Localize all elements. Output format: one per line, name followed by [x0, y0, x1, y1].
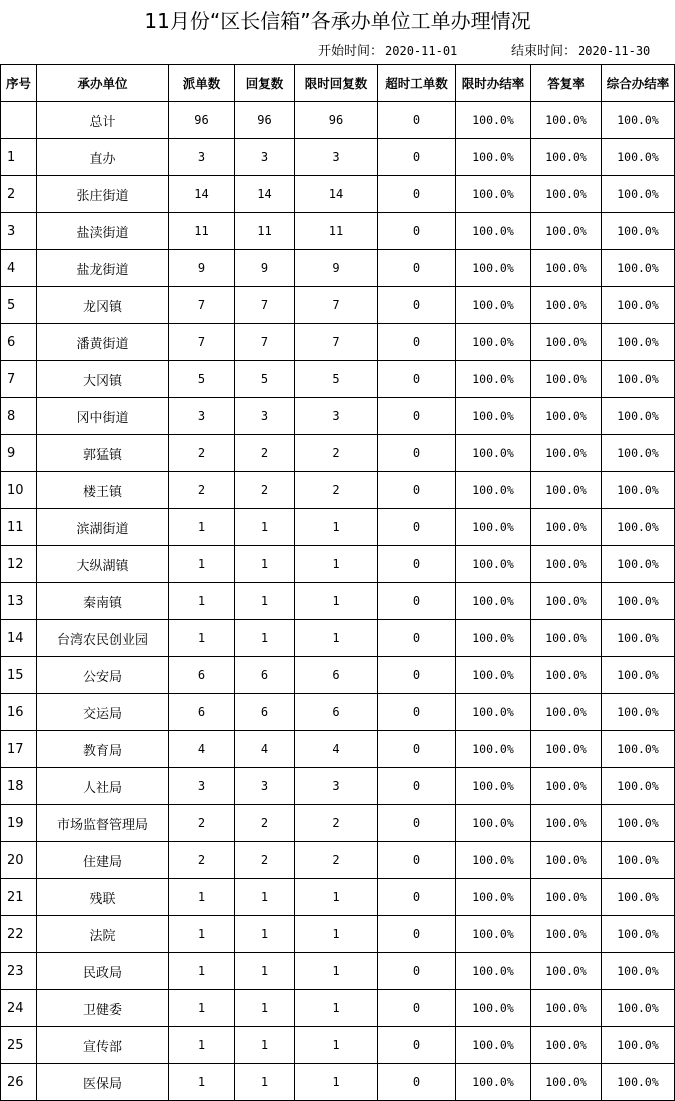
timely-reply-count-cell: 1 — [295, 583, 378, 620]
dispatched-count-cell: 9 — [169, 250, 235, 287]
timely-completion-rate-cell: 100.0% — [456, 916, 531, 953]
reply-count-cell: 11 — [235, 213, 295, 250]
reply-count-cell: 9 — [235, 250, 295, 287]
reply-rate-cell: 100.0% — [531, 213, 602, 250]
reply-rate-cell: 100.0% — [531, 509, 602, 546]
overall-completion-rate-cell: 100.0% — [602, 139, 675, 176]
timely-reply-count-cell: 96 — [295, 102, 378, 139]
header-cell: 答复率 — [531, 65, 602, 102]
timely-completion-rate-cell: 100.0% — [456, 213, 531, 250]
overdue-count-cell: 0 — [378, 324, 456, 361]
row-index-cell: 20 — [1, 842, 37, 879]
table-row — [1, 583, 675, 620]
timely-completion-rate-cell: 100.0% — [456, 620, 531, 657]
overall-completion-rate-cell: 100.0% — [602, 805, 675, 842]
overdue-count-cell: 0 — [378, 990, 456, 1027]
row-index-cell: 16 — [1, 694, 37, 731]
reply-rate-cell: 100.0% — [531, 953, 602, 990]
overall-completion-rate-cell: 100.0% — [602, 990, 675, 1027]
reply-rate-cell: 100.0% — [531, 990, 602, 1027]
timely-completion-rate-cell: 100.0% — [456, 139, 531, 176]
table-row — [1, 139, 675, 176]
timely-reply-count-cell: 6 — [295, 657, 378, 694]
overdue-count-cell: 0 — [378, 398, 456, 435]
page-title: 11月份“区长信箱”各承办单位工单办理情况 — [144, 9, 531, 33]
timely-completion-rate-cell: 100.0% — [456, 805, 531, 842]
reply-rate-cell: 100.0% — [531, 620, 602, 657]
overdue-count-cell: 0 — [378, 916, 456, 953]
unit-name-cell: 医保局 — [37, 1064, 169, 1101]
overdue-count-cell: 0 — [378, 176, 456, 213]
table-row — [1, 472, 675, 509]
dispatched-count-cell: 7 — [169, 287, 235, 324]
timely-completion-rate-cell: 100.0% — [456, 768, 531, 805]
dispatched-count-cell: 1 — [169, 953, 235, 990]
timely-completion-rate-cell: 100.0% — [456, 102, 531, 139]
overdue-count-cell: 0 — [378, 546, 456, 583]
timely-reply-count-cell: 1 — [295, 953, 378, 990]
row-index-cell: 5 — [1, 287, 37, 324]
overall-completion-rate-cell: 100.0% — [602, 842, 675, 879]
timely-reply-count-cell: 2 — [295, 842, 378, 879]
table-row — [1, 324, 675, 361]
report-table — [0, 64, 675, 1101]
row-index-cell: 7 — [1, 361, 37, 398]
row-index-cell: 11 — [1, 509, 37, 546]
row-index-cell — [1, 102, 37, 139]
header-cell: 派单数 — [169, 65, 235, 102]
table-row — [1, 694, 675, 731]
overall-completion-rate-cell: 100.0% — [602, 583, 675, 620]
timely-reply-count-cell: 3 — [295, 398, 378, 435]
overdue-count-cell: 0 — [378, 213, 456, 250]
dispatched-count-cell: 1 — [169, 1027, 235, 1064]
reply-count-cell: 2 — [235, 842, 295, 879]
dispatched-count-cell: 11 — [169, 213, 235, 250]
timely-completion-rate-cell: 100.0% — [456, 657, 531, 694]
overdue-count-cell: 0 — [378, 805, 456, 842]
table-row — [1, 361, 675, 398]
reply-count-cell: 5 — [235, 361, 295, 398]
row-index-cell: 17 — [1, 731, 37, 768]
reply-rate-cell: 100.0% — [531, 287, 602, 324]
reply-rate-cell: 100.0% — [531, 657, 602, 694]
table-row — [1, 176, 675, 213]
timely-reply-count-cell: 5 — [295, 361, 378, 398]
reply-rate-cell: 100.0% — [531, 102, 602, 139]
timely-completion-rate-cell: 100.0% — [456, 176, 531, 213]
reply-rate-cell: 100.0% — [531, 768, 602, 805]
unit-name-cell: 龙冈镇 — [37, 287, 169, 324]
overdue-count-cell: 0 — [378, 287, 456, 324]
overdue-count-cell: 0 — [378, 472, 456, 509]
row-index-cell: 8 — [1, 398, 37, 435]
overall-completion-rate-cell: 100.0% — [602, 546, 675, 583]
table-row — [1, 657, 675, 694]
timely-completion-rate-cell: 100.0% — [456, 361, 531, 398]
dispatched-count-cell: 14 — [169, 176, 235, 213]
dispatched-count-cell: 1 — [169, 879, 235, 916]
reply-count-cell: 1 — [235, 990, 295, 1027]
overdue-count-cell: 0 — [378, 250, 456, 287]
timely-completion-rate-cell: 100.0% — [456, 1064, 531, 1101]
reply-rate-cell: 100.0% — [531, 1027, 602, 1064]
reply-count-cell: 1 — [235, 953, 295, 990]
timely-completion-rate-cell: 100.0% — [456, 472, 531, 509]
overall-completion-rate-cell: 100.0% — [602, 287, 675, 324]
reply-count-cell: 1 — [235, 879, 295, 916]
header-cell: 综合办结率 — [602, 65, 675, 102]
unit-name-cell: 大纵湖镇 — [37, 546, 169, 583]
reply-count-cell: 1 — [235, 509, 295, 546]
reply-rate-cell: 100.0% — [531, 1064, 602, 1101]
dispatched-count-cell: 6 — [169, 657, 235, 694]
end-date — [511, 41, 650, 61]
dispatched-count-cell: 1 — [169, 990, 235, 1027]
reply-rate-cell: 100.0% — [531, 361, 602, 398]
row-index-cell: 9 — [1, 435, 37, 472]
overdue-count-cell: 0 — [378, 657, 456, 694]
reply-rate-cell: 100.0% — [531, 398, 602, 435]
overall-completion-rate-cell: 100.0% — [602, 1064, 675, 1101]
reply-rate-cell: 100.0% — [531, 176, 602, 213]
timely-reply-count-cell: 3 — [295, 768, 378, 805]
timely-reply-count-cell: 1 — [295, 546, 378, 583]
unit-name-cell: 台湾农民创业园 — [37, 620, 169, 657]
timely-completion-rate-cell: 100.0% — [456, 953, 531, 990]
dispatched-count-cell: 1 — [169, 546, 235, 583]
header-cell: 序号 — [1, 65, 37, 102]
row-index-cell: 12 — [1, 546, 37, 583]
reply-count-cell: 6 — [235, 694, 295, 731]
timely-reply-count-cell: 6 — [295, 694, 378, 731]
overall-completion-rate-cell: 100.0% — [602, 620, 675, 657]
overall-completion-rate-cell: 100.0% — [602, 398, 675, 435]
overdue-count-cell: 0 — [378, 694, 456, 731]
unit-name-cell: 住建局 — [37, 842, 169, 879]
overall-completion-rate-cell: 100.0% — [602, 435, 675, 472]
reply-count-cell: 7 — [235, 324, 295, 361]
timely-completion-rate-cell: 100.0% — [456, 842, 531, 879]
table-row — [1, 879, 675, 916]
dispatched-count-cell: 3 — [169, 139, 235, 176]
timely-completion-rate-cell: 100.0% — [456, 879, 531, 916]
timely-reply-count-cell: 11 — [295, 213, 378, 250]
dispatched-count-cell: 2 — [169, 472, 235, 509]
timely-reply-count-cell: 2 — [295, 435, 378, 472]
table-row — [1, 546, 675, 583]
overdue-count-cell: 0 — [378, 435, 456, 472]
reply-count-cell: 1 — [235, 1064, 295, 1101]
reply-rate-cell: 100.0% — [531, 472, 602, 509]
table-row — [1, 1027, 675, 1064]
timely-completion-rate-cell: 100.0% — [456, 990, 531, 1027]
dispatched-count-cell: 1 — [169, 1064, 235, 1101]
reply-count-cell: 1 — [235, 1027, 295, 1064]
timely-reply-count-cell: 1 — [295, 990, 378, 1027]
reply-count-cell: 1 — [235, 620, 295, 657]
reply-rate-cell: 100.0% — [531, 139, 602, 176]
table-row — [1, 842, 675, 879]
dispatched-count-cell: 5 — [169, 361, 235, 398]
start-date-value: 2020-11-01 — [385, 44, 458, 58]
overall-completion-rate-cell: 100.0% — [602, 1027, 675, 1064]
overall-completion-rate-cell: 100.0% — [602, 250, 675, 287]
reply-count-cell: 7 — [235, 287, 295, 324]
timely-reply-count-cell: 4 — [295, 731, 378, 768]
reply-count-cell: 1 — [235, 546, 295, 583]
row-index-cell: 6 — [1, 324, 37, 361]
header-cell: 限时办结率 — [456, 65, 531, 102]
table-row — [1, 620, 675, 657]
table-row — [1, 213, 675, 250]
overdue-count-cell: 0 — [378, 879, 456, 916]
table-row — [1, 916, 675, 953]
row-index-cell: 13 — [1, 583, 37, 620]
overdue-count-cell: 0 — [378, 842, 456, 879]
timely-reply-count-cell: 2 — [295, 805, 378, 842]
overall-completion-rate-cell: 100.0% — [602, 509, 675, 546]
overdue-count-cell: 0 — [378, 1064, 456, 1101]
timely-completion-rate-cell: 100.0% — [456, 435, 531, 472]
unit-name-cell: 楼王镇 — [37, 472, 169, 509]
row-index-cell: 15 — [1, 657, 37, 694]
row-index-cell: 10 — [1, 472, 37, 509]
reply-rate-cell: 100.0% — [531, 805, 602, 842]
unit-name-cell: 滨湖街道 — [37, 509, 169, 546]
reply-count-cell: 3 — [235, 398, 295, 435]
timely-reply-count-cell: 3 — [295, 139, 378, 176]
header-cell: 超时工单数 — [378, 65, 456, 102]
unit-name-cell: 潘黄街道 — [37, 324, 169, 361]
overall-completion-rate-cell: 100.0% — [602, 324, 675, 361]
overall-completion-rate-cell: 100.0% — [602, 731, 675, 768]
unit-name-cell: 宣传部 — [37, 1027, 169, 1064]
row-index-cell: 2 — [1, 176, 37, 213]
unit-name-cell: 残联 — [37, 879, 169, 916]
row-index-cell: 24 — [1, 990, 37, 1027]
unit-name-cell: 秦南镇 — [37, 583, 169, 620]
overdue-count-cell: 0 — [378, 1027, 456, 1064]
reply-rate-cell: 100.0% — [531, 546, 602, 583]
row-index-cell: 4 — [1, 250, 37, 287]
table-row — [1, 1064, 675, 1101]
reply-rate-cell: 100.0% — [531, 583, 602, 620]
overall-completion-rate-cell: 100.0% — [602, 213, 675, 250]
row-index-cell: 19 — [1, 805, 37, 842]
unit-name-cell: 法院 — [37, 916, 169, 953]
reply-count-cell: 2 — [235, 435, 295, 472]
reply-rate-cell: 100.0% — [531, 435, 602, 472]
timely-reply-count-cell: 1 — [295, 509, 378, 546]
unit-name-cell: 民政局 — [37, 953, 169, 990]
timely-reply-count-cell: 7 — [295, 287, 378, 324]
timely-completion-rate-cell: 100.0% — [456, 324, 531, 361]
timely-reply-count-cell: 1 — [295, 916, 378, 953]
timely-reply-count-cell: 9 — [295, 250, 378, 287]
timely-completion-rate-cell: 100.0% — [456, 509, 531, 546]
overall-completion-rate-cell: 100.0% — [602, 694, 675, 731]
timely-reply-count-cell: 1 — [295, 620, 378, 657]
reply-rate-cell: 100.0% — [531, 879, 602, 916]
end-date-label: 结束时间： — [511, 44, 577, 59]
reply-count-cell: 4 — [235, 731, 295, 768]
reply-count-cell: 6 — [235, 657, 295, 694]
reply-count-cell: 1 — [235, 916, 295, 953]
overall-completion-rate-cell: 100.0% — [602, 361, 675, 398]
overdue-count-cell: 0 — [378, 509, 456, 546]
end-date-value: 2020-11-30 — [578, 44, 651, 58]
dispatched-count-cell: 2 — [169, 435, 235, 472]
timely-completion-rate-cell: 100.0% — [456, 546, 531, 583]
overdue-count-cell: 0 — [378, 102, 456, 139]
start-date-label: 开始时间： — [318, 44, 384, 59]
header-cell: 限时回复数 — [295, 65, 378, 102]
unit-name-cell: 教育局 — [37, 731, 169, 768]
timely-reply-count-cell: 1 — [295, 1027, 378, 1064]
unit-name-cell: 直办 — [37, 139, 169, 176]
unit-name-cell: 郭猛镇 — [37, 435, 169, 472]
overall-completion-rate-cell: 100.0% — [602, 102, 675, 139]
unit-name-cell: 卫健委 — [37, 990, 169, 1027]
timely-completion-rate-cell: 100.0% — [456, 583, 531, 620]
table-row — [1, 435, 675, 472]
dispatched-count-cell: 2 — [169, 805, 235, 842]
start-date — [318, 41, 457, 61]
row-index-cell: 3 — [1, 213, 37, 250]
unit-name-cell: 冈中街道 — [37, 398, 169, 435]
dispatched-count-cell: 4 — [169, 731, 235, 768]
row-index-cell: 26 — [1, 1064, 37, 1101]
timely-reply-count-cell: 2 — [295, 472, 378, 509]
overdue-count-cell: 0 — [378, 768, 456, 805]
reply-count-cell: 2 — [235, 472, 295, 509]
timely-completion-rate-cell: 100.0% — [456, 694, 531, 731]
reply-count-cell: 1 — [235, 583, 295, 620]
overall-completion-rate-cell: 100.0% — [602, 768, 675, 805]
table-row — [1, 250, 675, 287]
unit-name-cell: 公安局 — [37, 657, 169, 694]
table-row — [1, 953, 675, 990]
timely-completion-rate-cell: 100.0% — [456, 250, 531, 287]
table-row — [1, 768, 675, 805]
unit-name-cell: 大冈镇 — [37, 361, 169, 398]
row-index-cell: 18 — [1, 768, 37, 805]
overall-completion-rate-cell: 100.0% — [602, 879, 675, 916]
reply-rate-cell: 100.0% — [531, 694, 602, 731]
table-row — [1, 509, 675, 546]
timely-completion-rate-cell: 100.0% — [456, 287, 531, 324]
dispatched-count-cell: 7 — [169, 324, 235, 361]
dispatched-count-cell: 6 — [169, 694, 235, 731]
header-cell: 回复数 — [235, 65, 295, 102]
row-index-cell: 14 — [1, 620, 37, 657]
row-index-cell: 25 — [1, 1027, 37, 1064]
overall-completion-rate-cell: 100.0% — [602, 472, 675, 509]
row-index-cell: 23 — [1, 953, 37, 990]
row-index-cell: 22 — [1, 916, 37, 953]
unit-name-cell: 市场监督管理局 — [37, 805, 169, 842]
table-header-row — [1, 65, 675, 102]
timely-reply-count-cell: 7 — [295, 324, 378, 361]
overdue-count-cell: 0 — [378, 583, 456, 620]
reply-count-cell: 3 — [235, 768, 295, 805]
dispatched-count-cell: 1 — [169, 583, 235, 620]
table-row — [1, 805, 675, 842]
header-cell: 承办单位 — [37, 65, 169, 102]
reply-count-cell: 3 — [235, 139, 295, 176]
overall-completion-rate-cell: 100.0% — [602, 176, 675, 213]
reply-count-cell: 14 — [235, 176, 295, 213]
reply-count-cell: 96 — [235, 102, 295, 139]
timely-reply-count-cell: 1 — [295, 1064, 378, 1101]
unit-name-cell: 交运局 — [37, 694, 169, 731]
reply-count-cell: 2 — [235, 805, 295, 842]
dispatched-count-cell: 3 — [169, 398, 235, 435]
reply-rate-cell: 100.0% — [531, 842, 602, 879]
table-total-row — [1, 102, 675, 139]
overdue-count-cell: 0 — [378, 620, 456, 657]
reply-rate-cell: 100.0% — [531, 916, 602, 953]
overdue-count-cell: 0 — [378, 361, 456, 398]
unit-name-cell: 盐渎街道 — [37, 213, 169, 250]
dispatched-count-cell: 1 — [169, 509, 235, 546]
reply-rate-cell: 100.0% — [531, 250, 602, 287]
timely-reply-count-cell: 14 — [295, 176, 378, 213]
timely-completion-rate-cell: 100.0% — [456, 1027, 531, 1064]
overdue-count-cell: 0 — [378, 731, 456, 768]
table-row — [1, 398, 675, 435]
overall-completion-rate-cell: 100.0% — [602, 953, 675, 990]
unit-name-cell: 总计 — [37, 102, 169, 139]
table-row — [1, 731, 675, 768]
dispatched-count-cell: 2 — [169, 842, 235, 879]
dispatched-count-cell: 96 — [169, 102, 235, 139]
row-index-cell: 21 — [1, 879, 37, 916]
row-index-cell: 1 — [1, 139, 37, 176]
unit-name-cell: 张庄街道 — [37, 176, 169, 213]
overdue-count-cell: 0 — [378, 139, 456, 176]
unit-name-cell: 人社局 — [37, 768, 169, 805]
timely-reply-count-cell: 1 — [295, 879, 378, 916]
table-row — [1, 287, 675, 324]
overdue-count-cell: 0 — [378, 953, 456, 990]
reply-rate-cell: 100.0% — [531, 731, 602, 768]
dispatched-count-cell: 1 — [169, 620, 235, 657]
dispatched-count-cell: 3 — [169, 768, 235, 805]
timely-completion-rate-cell: 100.0% — [456, 731, 531, 768]
table-row — [1, 990, 675, 1027]
dispatched-count-cell: 1 — [169, 916, 235, 953]
overall-completion-rate-cell: 100.0% — [602, 657, 675, 694]
unit-name-cell: 盐龙街道 — [37, 250, 169, 287]
reply-rate-cell: 100.0% — [531, 324, 602, 361]
timely-completion-rate-cell: 100.0% — [456, 398, 531, 435]
overall-completion-rate-cell: 100.0% — [602, 916, 675, 953]
